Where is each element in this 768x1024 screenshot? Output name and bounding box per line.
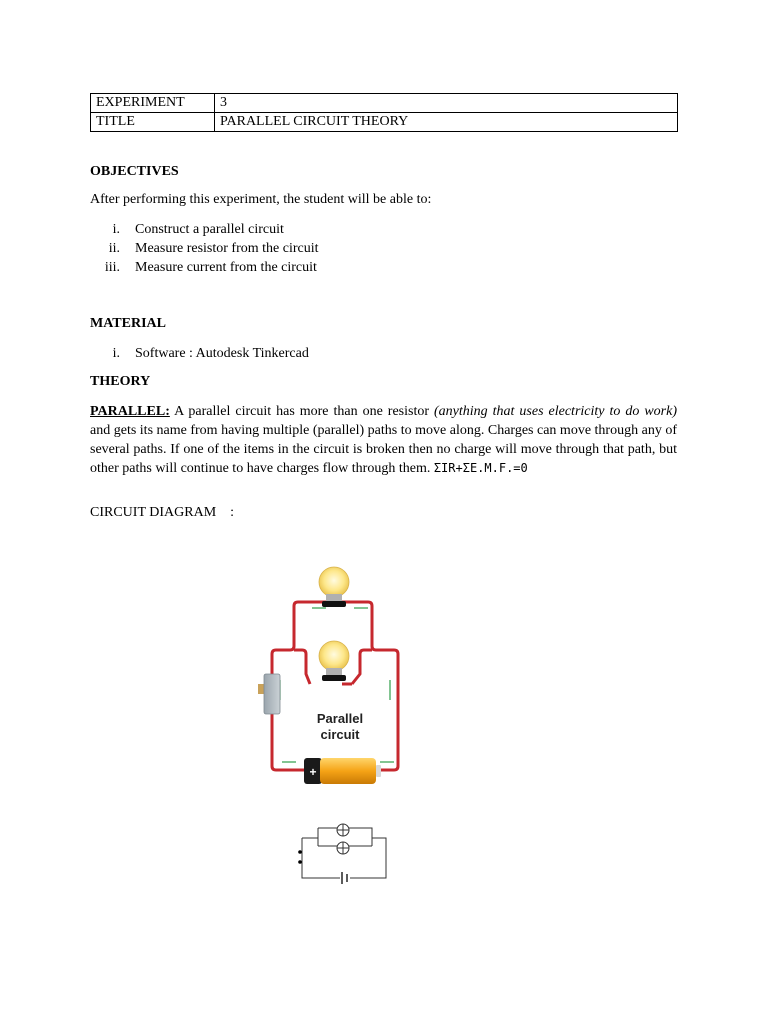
list-number: ii. bbox=[108, 241, 120, 256]
table-row bbox=[91, 94, 678, 113]
switch-icon bbox=[258, 674, 280, 714]
theory-italic-text: (anything that uses electricity to do work) bbox=[434, 404, 678, 419]
list-item bbox=[90, 344, 490, 363]
list-number: i. bbox=[112, 222, 120, 237]
list-text: Construct a parallel circuit bbox=[135, 222, 284, 237]
illustration-label-line1: Parallel bbox=[316, 711, 364, 726]
experiment-info-table bbox=[90, 93, 678, 132]
parallel-circuit-schematic bbox=[294, 822, 394, 886]
table-cell-label: EXPERIMENT bbox=[91, 94, 215, 113]
theory-paragraph bbox=[90, 402, 677, 478]
light-bulb-icon bbox=[319, 641, 349, 681]
kirchhoff-formula: ΣIR+ΣE.M.F.=0 bbox=[433, 461, 528, 475]
objectives-heading: OBJECTIVES bbox=[90, 164, 179, 179]
table-cell-value: PARALLEL CIRCUIT THEORY bbox=[215, 113, 678, 132]
theory-text: and gets its name from having multiple (parallel) paths to move along. Charges can move through any of several paths. If one of the items in the circuit is broken then no charge will move through that path, but other paths will continue to have charges flow through them. bbox=[90, 423, 677, 476]
circuit-diagram-label: CIRCUIT DIAGRAM : bbox=[90, 505, 235, 520]
table-cell-value: 3 bbox=[215, 94, 678, 113]
right-wire bbox=[340, 602, 398, 770]
parallel-circuit-illustration bbox=[252, 560, 422, 800]
branch-wire-left bbox=[294, 650, 310, 684]
theory-heading: THEORY bbox=[90, 374, 151, 389]
objectives-intro: After performing this experiment, the student will be able to: bbox=[90, 192, 432, 207]
theory-text: A parallel circuit has more than one resistor bbox=[169, 404, 435, 419]
list-item bbox=[90, 258, 490, 277]
battery-plus-sign: + bbox=[309, 765, 317, 779]
list-text: Measure resistor from the circuit bbox=[135, 241, 319, 256]
list-text: Software : Autodesk Tinkercad bbox=[135, 346, 309, 361]
list-item bbox=[90, 239, 490, 258]
table-row bbox=[91, 113, 678, 132]
illustration-label-line2: circuit bbox=[320, 727, 360, 742]
objectives-list bbox=[90, 220, 490, 277]
list-item bbox=[90, 220, 490, 239]
list-text: Measure current from the circuit bbox=[135, 260, 317, 275]
material-heading: MATERIAL bbox=[90, 316, 166, 331]
parallel-lead: PARALLEL: bbox=[90, 404, 170, 419]
material-list bbox=[90, 344, 490, 363]
list-number: i. bbox=[112, 346, 120, 361]
battery-icon bbox=[304, 758, 381, 784]
table-cell-label: TITLE bbox=[91, 113, 215, 132]
branch-wire-right bbox=[352, 650, 372, 684]
left-wire bbox=[272, 602, 340, 770]
switch-terminal bbox=[298, 860, 302, 864]
list-number: iii. bbox=[104, 260, 120, 275]
switch-terminal bbox=[298, 850, 302, 854]
